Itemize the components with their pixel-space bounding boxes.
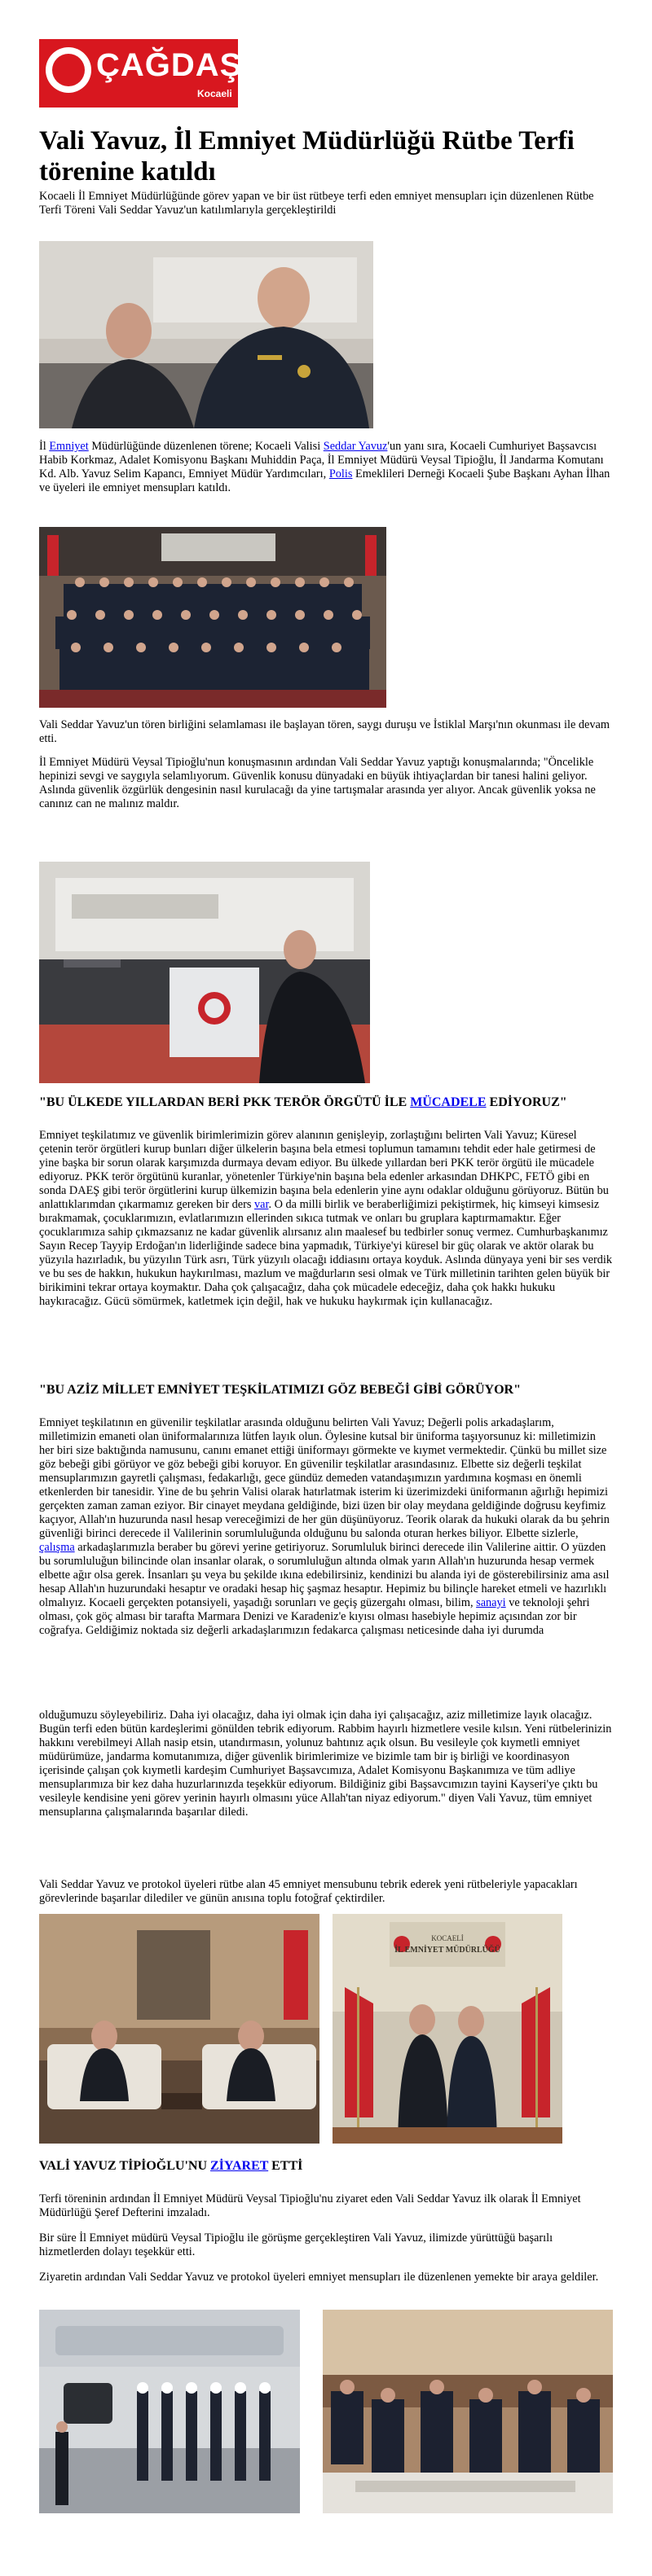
heading-pkk: "BU ÜLKEDE YILLARDAN BERİ PKK TERÖR ÖRGÜTÜ İLE MÜCADELE EDİYORUZ" — [39, 1095, 567, 1109]
photo-governor-podium — [39, 862, 370, 1083]
article-title: Vali Yavuz, İl Emniyet Müdürlüğü Rütbe Terfi törenine katıldı — [39, 126, 575, 187]
paragraph-attendees: İl Emniyet Müdürlüğünde düzenlenen törene; Kocaeli Valisi Seddar Yavuz'un yanı sıra, Kocaeli Cumhuriyet Başsavcısı Habib Korkmaz, Adalet Komisyonu Başkanı Muhiddin Paça, İl Emniyet Müdürü Veysal Tipioğlu, İl Jandarma Komutanı Kd. Alb. Yavuz Selim Kapancı, Emniyet Müdür Yardımcıları, Polis Emeklileri Derneği Kocaeli Şube Başkanı Ayhan İlhan ve üyeleri ile emniyet mensupları katıldı. — [39, 440, 610, 494]
brand-name: ÇAĞDAŞ — [96, 47, 243, 83]
paragraph-meeting: Bir süre İl Emniyet müdürü Veysal Tipioğlu ile görüşme gerçekleştiren Vali Yavuz, ilimizde yürüttüğü başarılı hizmetlerden dolayı teşekkür etti. — [39, 2232, 553, 2258]
link-calisma[interactable]: çalışma — [39, 1541, 75, 1554]
link-var[interactable]: var — [253, 1198, 269, 1211]
photo-dinner-hall — [323, 2310, 613, 2513]
paragraph-visit: Terfi töreninin ardından İl Emniyet Müdürü Veysal Tipioğlu'nu ziyaret eden Vali Seddar Yavuz ilk olarak İl Emniyet Müdürlüğü Şeref Defterini imzaladı. — [39, 2192, 581, 2219]
paragraph-photo-ceremony: Vali Seddar Yavuz ve protokol üyeleri rütbe alan 45 emniyet mensubunu tebrik ederek yeni rütbeleriyle yapacakları görevlerinde başarılar dilediler ve günün anısına toplu fotoğraf çektirdiler. — [39, 1878, 578, 1905]
heading-ziyaret: VALİ YAVUZ TİPİOĞLU'NU ZİYARET ETTİ — [39, 2159, 303, 2173]
photo-rank-pinning — [39, 241, 373, 428]
link-mucadele[interactable]: MÜCADELE — [410, 1095, 487, 1109]
paragraph-security: Emniyet teşkilatımız ve güvenlik birimlerimizin görev alanının genişleyip, zorlaştığını belirten Vali Yavuz; Küresel çetenin terör örgütleri kurup bunları diğer ülkelerin başına bela etmesi toplumun tamamını tehdit eder hale getirmesi de yine başka bir sorun olarak karşımızda durmaya devam ediyor. Bu ülkede yıllardan beri PKK terör örgütü ile mücadele ediyoruz. PKK terör örgütünü kuranlar, yönetenler Türkiye'nin başına bela edenler arkasından DHKPC, FETÖ gibi en sonda DAEŞ gibi terör örgütlerini kurup ülkemizin başına bela edenlerin yine aynı odaklar olduğunu görüyoruz. Bütün bu anlattıklarımdan çıkarmamız gereken bir ders var. O da milli birlik ve beraberliğimizi pekiştirmek, hiç kimseyi kimsesiz bırakmamak, çocuklarımızın, evlatlarımızın ellerinden sıkıca tutmak ve onları bu gruplara kaptırmamaktır. Eğer çocuklarımıza sahip çıkmazsanız ne kadar güvenlik alırsanız alın maalesef bu tedbirler sonuç vermez. Cumhurbaşkanımız Sayın Recep Tayyip Erdoğan'ın liderliğinde sadece bina yapmadık, Türkiye'yi küresel bir güç olarak ve aktör olarak bu yüzyıla hazırladık, bu yüzyılın Türk asrı, Türk yüzyılı olacağı iddiasını ortaya koyduk. Aslında dünyaya yeni bir ses verdik ve bu ses de hakkın, hukukun haykırılması, mazlum ve mağdurların sesi olmak ve Türk milletinin tarihten gelen büyük bir birikimini tekrar ortaya koymaktır. Daha çok çalışacağız, daha çok mücadele edeceğiz, daha çok hakkı hukuku haykıracağız. Gücü sömürmek, katletmek için değil, hak ve hukuku haykırmak için kullanacağız. — [39, 1129, 613, 1308]
link-emniyet[interactable]: Emniyet — [49, 440, 89, 453]
sign-line1: KOCAELİ — [431, 1934, 464, 1942]
paragraph-ceremony-start: Vali Seddar Yavuz'un tören birliğini selamlaması ile başlayan tören, saygı duruşu ve İstiklal Marşı'nın okunması ile devam etti. — [39, 718, 610, 745]
paragraph-governor-speech: İl Emniyet Müdürü Veysal Tipioğlu'nun konuşmasının ardından Vali Seddar Yavuz yaptığı konuşmalarında; "Öncelikle hepinizi sevgi ve saygıyla selamlıyorum. Güvenlik konusu dünyadaki en büyük ihtiyaçlardan bir tanesi halini geliyor. Aslında güvenlik özgürlük dengesinin nasıl kurulacağı da yine tartışmalar arasında yer alıyor. Ancak güvenlik yoksa ne canınız can ne malınız maldır. — [39, 756, 596, 810]
link-seddar-yavuz[interactable]: Seddar Yavuz — [323, 440, 388, 453]
link-sanayi[interactable]: sanayi — [476, 1596, 506, 1609]
photo-honor-guard — [39, 2310, 300, 2513]
article-lead: Kocaeli İl Emniyet Müdürlüğünde görev yapan ve bir üst rütbeye terfi eden emniyet mensupları için düzenlenen Rütbe Terfi Töreni Vali Seddar Yavuz'un katılımlarıyla gerçekleştirildi — [39, 190, 594, 217]
heading-goz-bebegi: "BU AZİZ MİLLET EMNİYET TEŞKİLATIMIZI GÖZ BEBEĞİ GİBİ GÖRÜYOR" — [39, 1383, 521, 1397]
brand-sub: Kocaeli — [197, 88, 232, 99]
paragraph-congratulations: olduğumuzu söyleyebiliriz. Daha iyi olacağız, daha iyi olmak için daha iyi çalışacağız, aziz milletimize layık olacağız. Bugün terfi eden bütün kardeşlerimi gönülden tebrik ediyorum. Rabbim hayırlı hizmetlere vesile kılsın. Yeni rütbelerinizin hakkını verebilmeyi Allah nasip etsin, utandırmasın, yolunuz bahtınız açık olsun. Bu vesileyle çok kıymetli emniyet müdürümüze, jandarma komutanımıza, diğer güvenlik birimlerimize ve bizimle tam bir iş birliği ve koordinasyon içerisinde çalışan çok kıymetli kardeşim Cumhuriyet Başsavcımıza, Adalet Komisyonu Başkanımıza ve tüm adliye mensuplarımıza bir kez daha huzurlarınızda teşekkür ediyorum. Bildiğiniz gibi Başsavcımızın tayini Kayseri'ye çıktı bu vesileyle kendisine yeni görev yerinin hayırlı olmasını yüce Allah'tan niyaz ediyorum." diyen Vali Yavuz, tüm emniyet mensuplarına çalışmalarında başarılar diledi. — [39, 1709, 612, 1819]
paragraph-dinner: Ziyaretin ardından Vali Seddar Yavuz ve protokol üyeleri emniyet mensupları ile düzenlenen yemekte bir araya geldiler. — [39, 2271, 599, 2284]
brand-logo[interactable] — [39, 39, 243, 108]
logo-emblem-icon — [46, 47, 91, 93]
paragraph-uniform: Emniyet teşkilatının en güvenilir teşkilatlar arasında olduğunu belirten Vali Yavuz; Değerli polis arkadaşlarım, milletimizin emaneti olan üniformalarınıza lütfen layık olun. Öylesine kutsal bir üniforma taşıyorsunuz ki: milletimizin her biri size baktığında namusunu, canını emanet ettiği üniformayı görmekte ve kıymet vermektedir. Çünkü bu millet size göz bebeği gibi görüyor ve göz bebeği gibi koruyor. En güvenilir teşkilatlar arasındasınız. Elbette siz değerli teşkilat mensuplarımızın gayretli çalışması, fedakarlığı, gece gündüz demeden vatandaşımızın yardımına koşması en önemli etkenlerden bir tanesidir. Yine de bu şehrin Valisi olarak hatırlatmak isterim ki üzerimizdeki üniformanın ağırlığı hepimizi gerçekten zaman zaman eziyor. Bir cinayet meydana geldiğinde, bizi üzen bir olay meydana geldiğinde doğrusu keyfimiz kaçıyor, Allah'ın huzurunda nasıl hesap vereceğimizi de her gün düşünüyoruz. Teorik olarak da hukuki olarak da bu şehrin güvenliği birinci derecede il Valilerinin sorumluluğunda olduğunu bu salonda oturan herkes biliyor. Elbette sizlerle, çalışma arkadaşlarımızla beraber bu görevi yerine getiriyoruz. Sorumluluk birinci derecede ilin Valilerine aittir. O yüzden bu sorumluluğun bilincinde olan insanlar olarak, o sorumluluğun altında olmak yarın Allah'ın huzurunda hesap vermek elbette ağır olsa gerek. İnsanları şu veya bu şekilde ıkına edebilirsiniz, kendinizi bu alanda iyi de gösterebilirsiniz ama asıl hesap Allah'ın huzurundaki hesaptır ve oradaki hesap hiç şaşmaz hesaptır. Hepimiz bu bilinçle hareket etmeli ve hazırlıklı olmalıyız. Kocaeli gerçekten potansiyeli, yaşadığı sorunları ve geçiş güzergahı olması, bilim, sanayi ve teknoloji şehri olması, çok göç alması bir tarafta Marmara Denizi ve Karadeniz'e kıyısı olması hasebiyle hepimiz açısından zor bir coğrafya. Geldiğimiz noktada siz değerli arkadaşlarımızın fedakarca çalışması neticesinde daha iyi durumda — [39, 1416, 610, 1637]
photo-handshake-flags — [333, 1914, 562, 2144]
photo-group-officers — [39, 527, 386, 708]
link-ziyaret[interactable]: ZİYARET — [210, 2159, 269, 2173]
photo-office-meeting — [39, 1914, 319, 2144]
link-polis[interactable]: Polis — [328, 467, 353, 481]
sign-line2: İL EMNİYET MÜDÜRLÜĞÜ — [394, 1946, 500, 1955]
